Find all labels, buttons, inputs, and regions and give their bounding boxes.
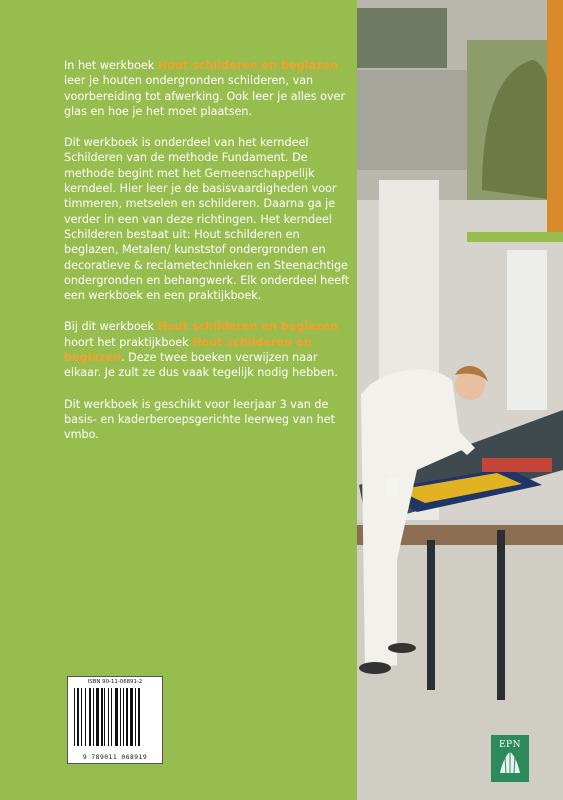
orange-strip [547,0,563,240]
text-span: leer je houten ondergronden schilderen, van voorbereiding tot afwerking. Ook leer je alles over glas en hoe je het moet plaatsen. [64,74,346,118]
window [357,8,447,68]
barcode-bars [74,688,156,750]
green-strip [467,232,563,242]
blurb-paragraph-3 [64,319,354,380]
book-title-highlight: Hout schilderen en beglazen [157,320,338,334]
worker-shoe [388,643,416,653]
barcode-bar [123,688,124,746]
publisher-logo [491,735,529,782]
barcode-bar [89,688,91,746]
barcode-bar [138,688,140,746]
upper-wall [357,70,467,170]
barcode-bar [101,688,103,746]
text-span: . Deze twee boeken verwijzen naar elkaar. Je zult ze dus vaak tegelijk nodig hebben. [64,351,338,380]
text-span: hoort het praktijkboek [64,335,193,349]
blurb-paragraph-4: Dit werkboek is geschikt voor leerjaar 3 van de basis- en kaderberoepsgerichte leerweg van het vmbo. [64,397,335,442]
workshop-photo-illustration [357,0,563,800]
barcode-bar [111,688,112,746]
ean-number: 9 789011 068919 [82,754,148,761]
book-title-highlight: Hout schilderen en beglazen [64,335,312,365]
barcode-bar [120,688,121,746]
barcode-bar [135,688,136,746]
barcode-bar [108,688,109,746]
table-leg [497,530,505,700]
blurb-text [64,58,354,459]
publisher-emblem-icon [491,735,529,782]
publisher-logo-text: EPN [498,740,521,750]
blurb-paragraph-2: Dit werkboek is onderdeel van het kerndeel Schilderen van de methode Fundament. De methode begint met het Gemeenschappelijk kerndeel. Hier leer je de basisvaardigheden voor timmeren, metselen en schilderen. Daarna ga je verder in een van deze richtingen. Het kerndeel Schilderen bestaat uit: Hout schilderen en beglazen, Metalen/ kunststof ondergronden en decoratieve & reclametechnieken en Steenachtige ondergronden en behangwerk. Elk onderdeel heeft een werkboek en een praktijkboek. [64,136,350,303]
red-panel [482,458,552,472]
book-title-highlight: Hout schilderen en beglazen [157,59,339,72]
isbn-number: ISBN 90-11-06891-2 [87,679,143,685]
barcode-bar [130,688,133,746]
barcode-bar [96,688,99,746]
workshop-photo [357,0,563,800]
text-span: In het werkboek [64,59,158,72]
barcode-bar [104,688,105,746]
barcode-bar [81,688,82,746]
barcode-bar [93,688,94,746]
blurb-paragraph-1 [64,58,354,119]
isbn-barcode [67,676,163,764]
barcode-bar [126,688,128,746]
barcode-bar [74,688,75,746]
text-span: Bij dit werkboek [64,320,158,334]
pillar-right [507,250,547,410]
paint-cup [387,478,399,496]
barcode-bar [77,688,79,746]
barcode-bar [85,688,86,746]
worker-shoe [359,662,391,674]
table-leg [427,540,435,690]
barcode-bar [115,688,118,746]
